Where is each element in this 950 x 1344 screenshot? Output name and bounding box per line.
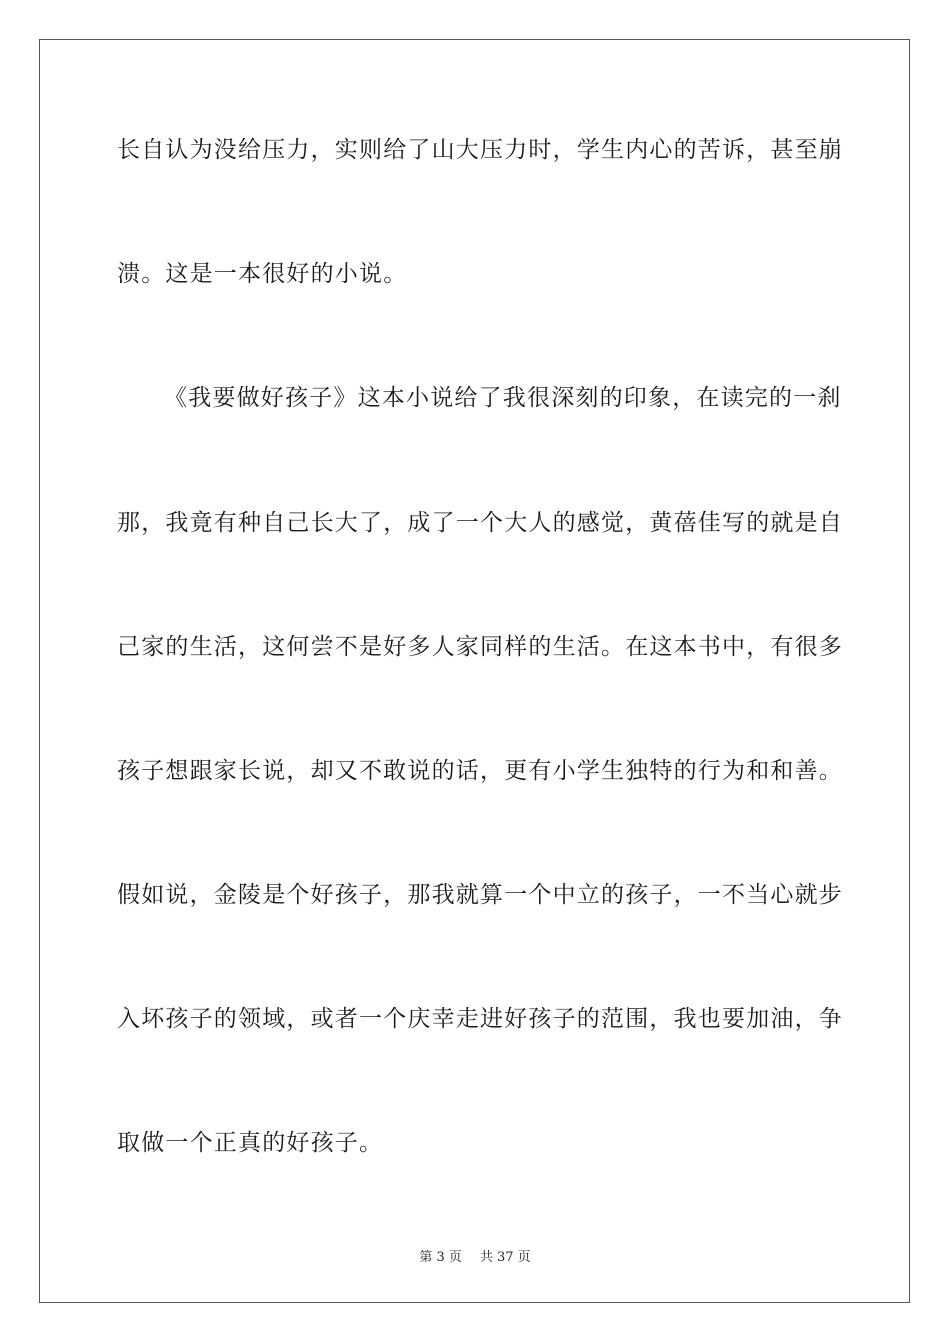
text-line-7: 假如说，金陵是个好孩子，那我就算一个中立的孩子，一不当心就步: [117, 882, 843, 908]
page-border: [39, 39, 910, 1303]
text-line-6: 孩子想跟家长说，却又不敢说的话，更有小学生独特的行为和和善。: [117, 758, 843, 784]
text-line-2: 溃。这是一本很好的小说。: [117, 261, 408, 287]
page-footer: [0, 1246, 950, 1265]
text-line-3: 《我要做好孩子》这本小说给了我很深刻的印象，在读完的一刹: [164, 385, 842, 411]
page-total: 共 37 页: [479, 1250, 531, 1265]
text-line-4: 那，我竟有种自己长大了，成了一个大人的感觉，黄蓓佳写的就是自: [117, 510, 843, 536]
text-line-5: 己家的生活，这何尝不是好多人家同样的生活。在这本书中，有很多: [117, 634, 843, 660]
text-line-9: 取做一个正真的好孩子。: [117, 1130, 384, 1156]
text-line-8: 入坏孩子的领域，或者一个庆幸走进好孩子的范围，我也要加油，争: [117, 1006, 843, 1032]
page-number: 第 3 页: [419, 1250, 462, 1265]
text-line-1: 长自认为没给压力，实则给了山大压力时，学生内心的苦诉，甚至崩: [117, 137, 843, 163]
